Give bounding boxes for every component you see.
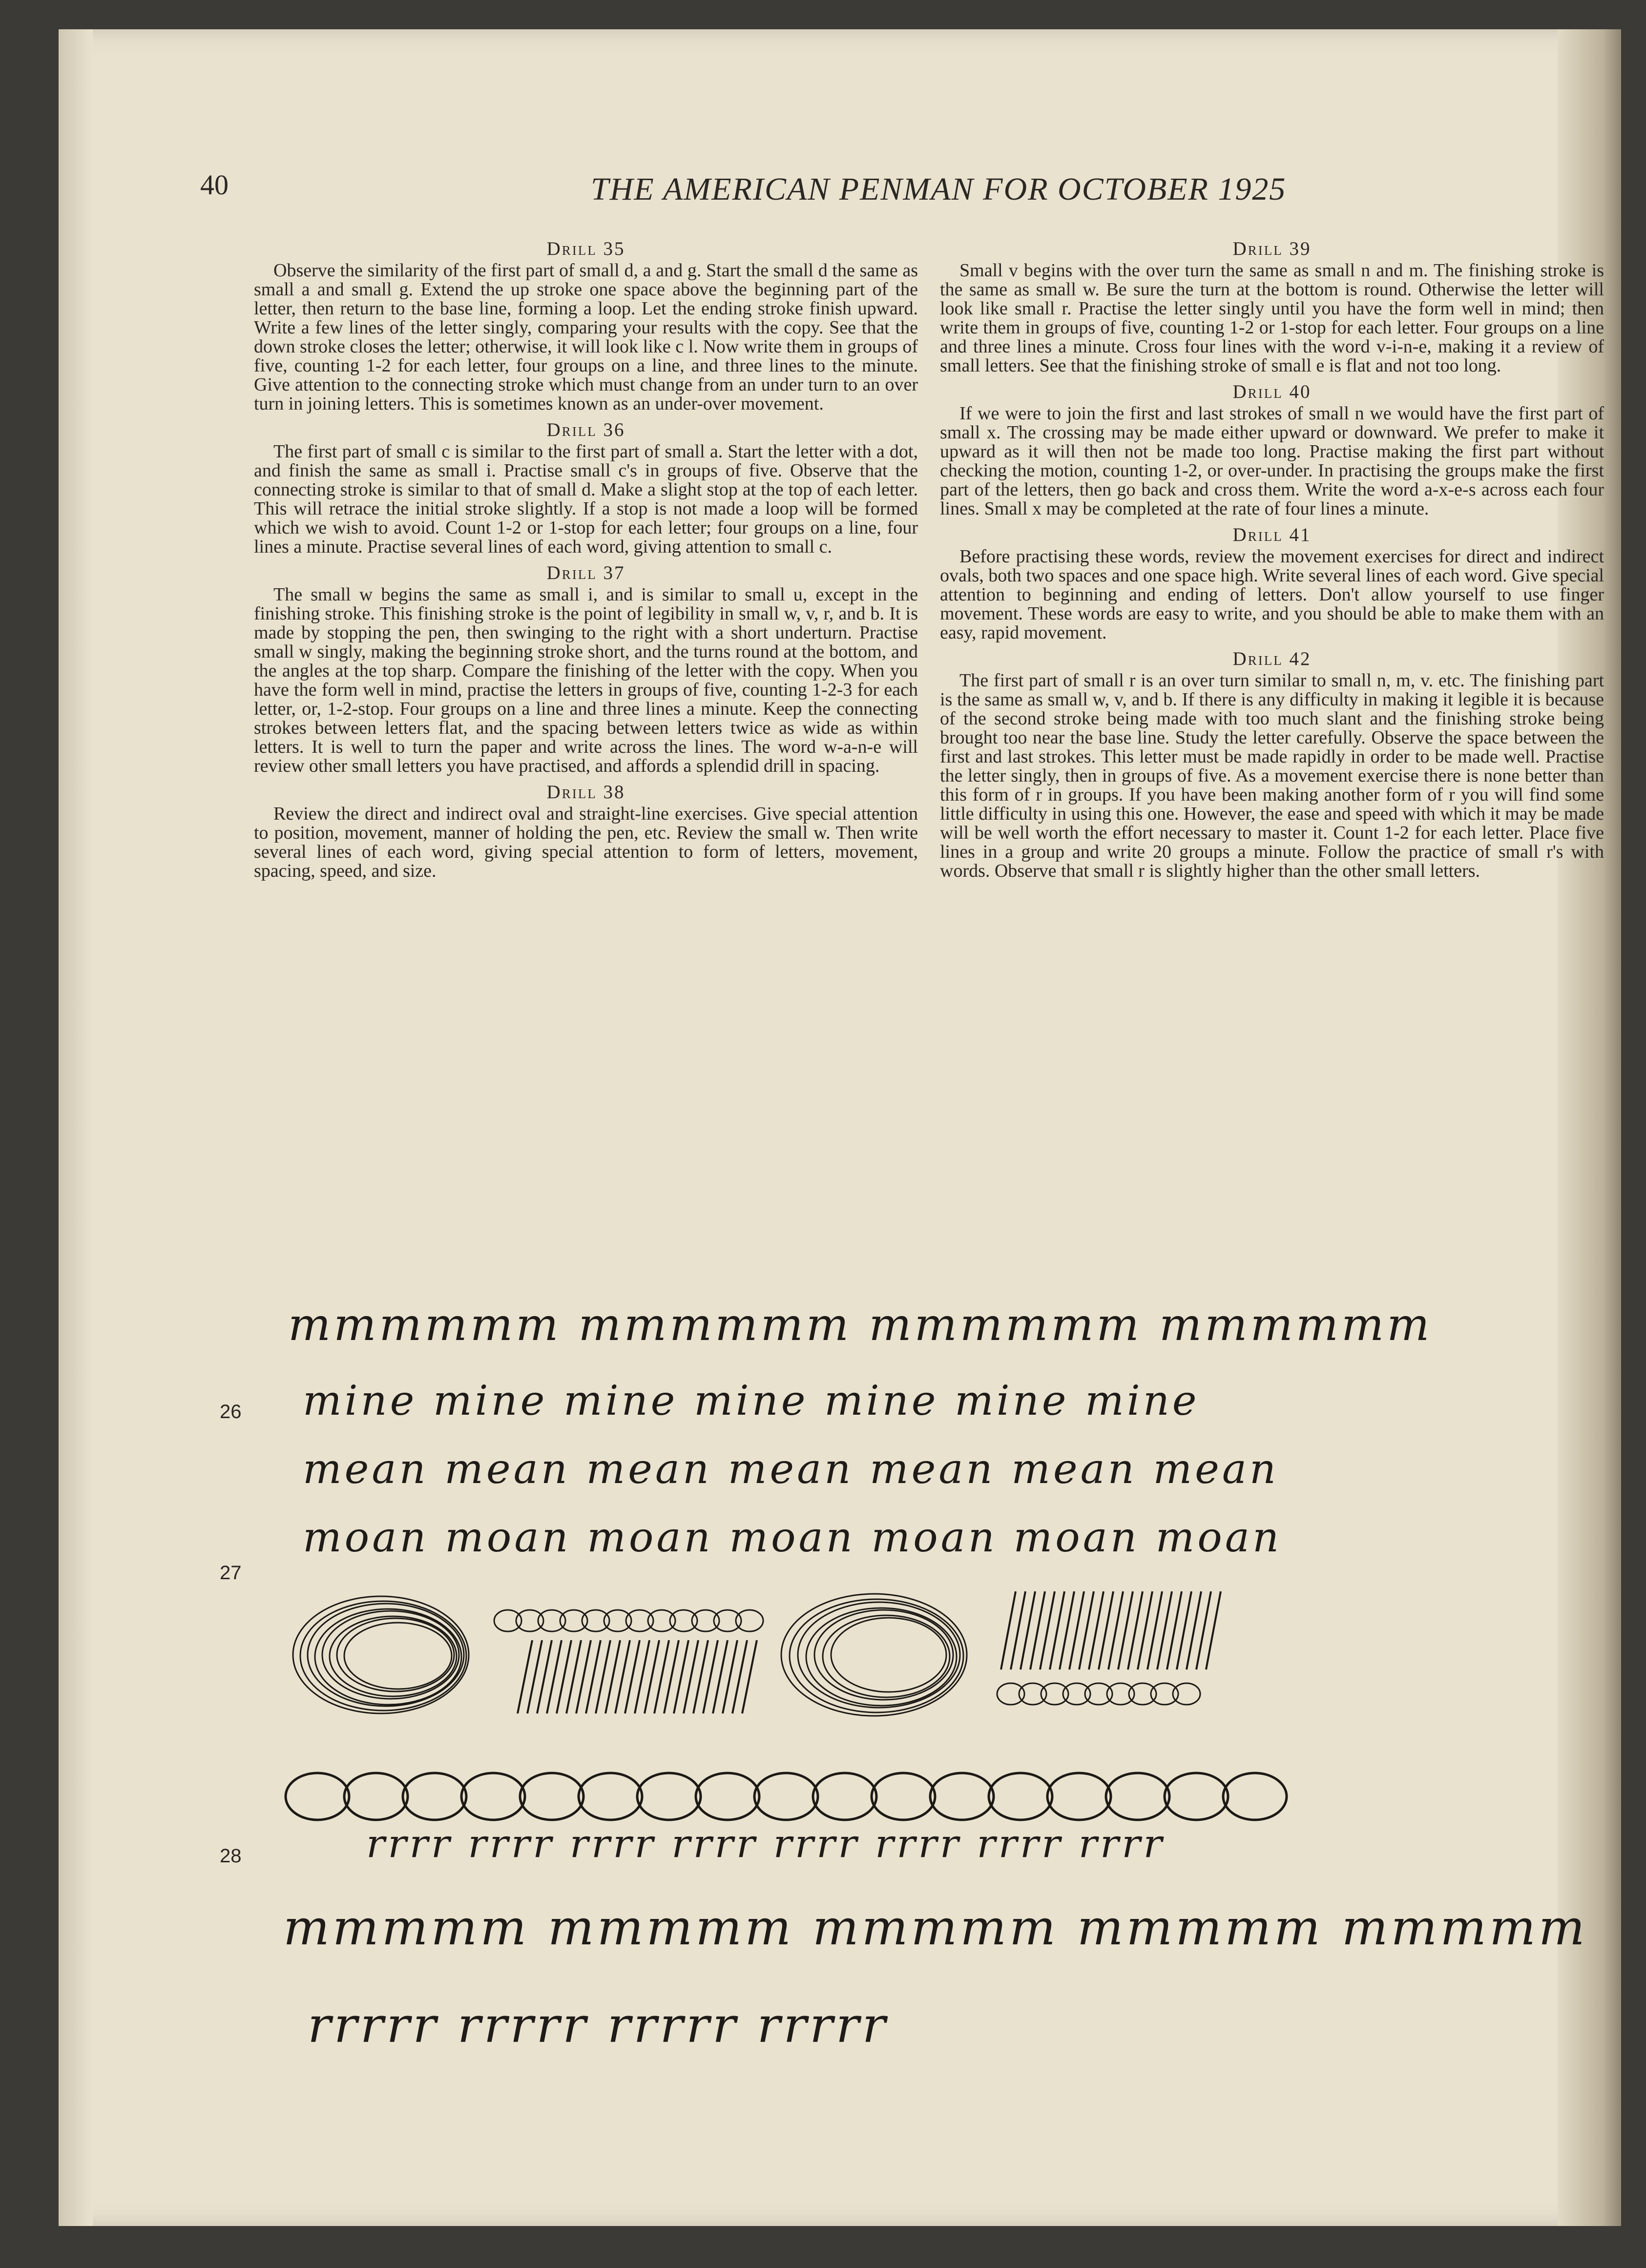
drill-text: If we were to join the first and last strokes of small n we would have the first part of small x. The crossing may be made either upward or downward. We prefer to make it upward as it will then not be made too long. Practise making the first part without checking the motion, counting 1-2, or over-under. In practising the groups make the first part of the letters, then go back and cross them. Write the word a-x-e-s across each four lines. Small x may be completed at the rate of four lines a minute. (940, 403, 1604, 519)
drill-text: The first part of small r is an over turn similar to small n, m, v. etc. The finishing part is the same as small w, v, and b. If there is any difficulty in making it legible it is because of the second stroke being made with too much slant and the finishing stroke being brought too near the base line. Study the letter carefully. Observe the space between the first and last strokes. This letter must be made rapidly in order to be made well. Practise the letter singly, then in groups of five. As a movement exercise there is none better than this form of r in groups. If you have been making another form of r you will find some little difficulty in using this one. However, the ease and speed with which it may be made will be well worth the effort necessary to master it. Count 1-2 for each letter. Place five lines in a group and write 20 groups a minute. Follow the practice of small r's with words. Observe that small r is slightly higher than the other small letters. (940, 670, 1604, 881)
drill-heading: Drill 41 (1232, 524, 1312, 545)
script-row-r-singles: rrrrr rrrrr rrrrr rrrrr (308, 1997, 889, 2054)
drill-section (940, 525, 1604, 642)
drill-section (254, 239, 918, 413)
oval-mass-left (293, 1596, 469, 1713)
oval-small-row (494, 1610, 763, 1631)
magazine-page (59, 29, 1621, 2226)
drill-section (254, 783, 918, 881)
drill-heading: Drill 40 (1232, 381, 1312, 402)
script-row-mean: mean mean mean mean mean mean mean (303, 1445, 1279, 1493)
drill-text: The first part of small c is similar to the first part of small a. Start the letter with a dot, and finish the same as small i. Practise small c's in groups of five. Observe that the connecting stroke is similar to that of small d. Make a slight stop at the top of each letter. This will retrace the initial stroke slightly. If a stop is not made a loop will be formed which we wish to avoid. Count 1-2 or 1-stop for each letter; four groups on a line, four lines a minute. Practise several lines of each word, giving attention to small c. (254, 441, 918, 557)
script-row-mine: mine mine mine mine mine mine mine (303, 1377, 1200, 1424)
script-row-m-long: mmmmm mmmmm mmmmm mmmmm mmmmm (283, 1899, 1588, 1956)
left-column (254, 234, 918, 887)
script-row-m: mmmmmm mmmmmm mmmmmm mmmmmm (288, 1299, 1433, 1351)
drill-section (940, 382, 1604, 518)
oval-chain (286, 1773, 1287, 1820)
drill-heading: Drill 35 (546, 238, 625, 259)
page-binding (59, 29, 93, 2226)
running-title: THE AMERICAN PENMAN FOR OCTOBER 1925 (591, 171, 1287, 207)
page-number: 40 (200, 169, 229, 201)
drill-section (254, 420, 918, 557)
push-pull-strokes-right (1001, 1591, 1221, 1670)
right-column (940, 234, 1604, 887)
drill-heading: Drill 36 (546, 419, 625, 440)
drill-heading: Drill 39 (1232, 238, 1312, 259)
drill-text: Observe the similarity of the first part of small d, a and g. Start the small d the same as small a and small g. Extend the up stroke one space above the beginning part of the letter, then return to the base line, forming a loop. Let the ending stroke finish upward. Write a few lines of the letter singly, comparing your results with the copy. See that the down stroke closes the letter; otherwise, it will look like c l. Now write them in groups of five, counting 1-2 for each letter, four groups on a line, and three lines to the minute. Give attention to the connecting stroke which must change from an under turn to an over turn in joining letters. This is sometimes known as an under-over movement. (254, 260, 918, 414)
script-row-moan: moan moan moan moan moan moan moan (303, 1513, 1282, 1561)
drill-text: Small v begins with the over turn the same as small n and m. The finishing stroke is the same as small w. Be sure the turn at the bottom is round. Otherwise the letter will look like small r. Practise the letter singly until you have the form well in mind; then write them in groups of five, counting 1-2 or 1-stop for each letter. Four groups on a line and three lines a minute. Cross four lines with the word v-i-n-e, making it a review of small letters. See that the finishing stroke of small e is flat and not too long. (940, 260, 1604, 376)
drill-heading: Drill 38 (546, 782, 625, 803)
drill-text: Before practising these words, review the movement exercises for direct and indirect ovals, both two spaces and one space high. Write several lines of each word. Give special attention to beginning and ending of letters. Don't allow yourself to use finger movement. These words are easy to write, and you should be able to make them with an easy, rapid movement. (940, 546, 1604, 643)
drill-text: Review the direct and indirect oval and straight-line exercises. Give special attention to position, movement, manner of holding the pen, etc. Review the small w. Then write several lines of each word, giving special attention to form of letters, movement, spacing, speed, and size. (254, 804, 918, 881)
copy-number-26: 26 (220, 1401, 242, 1423)
drill-section (940, 649, 1604, 881)
copy-number-27: 27 (220, 1562, 242, 1584)
drill-section (940, 239, 1604, 375)
penmanship-plate (220, 1289, 1587, 2167)
drill-section (254, 563, 918, 776)
script-row-r-groups: rrrr rrrr rrrr rrrr rrrr rrrr rrrr rrrr (366, 1821, 1165, 1866)
copy-number-28: 28 (220, 1845, 242, 1867)
oval-mass-center (781, 1594, 967, 1716)
drill-text: The small w begins the same as small i, and is similar to small u, except in the finishing stroke. This finishing stroke is the point of legibility in small w, v, r, and b. It is made by stopping the pen, then swinging to the right with a short underturn. Practise small w singly, making the beginning stroke short, and the turns round at the bottom, and the angles at the top sharp. Compare the finishing of the letter with the copy. When you have the form well in mind, practise the letters in groups of five, counting 1-2-3 for each letter, or, 1-2-stop. Four groups on a line and three lines a minute. Keep the connecting strokes between letters flat, and the spacing between letters twice as wide as within letters. It is well to turn the paper and write across the lines. The word w-a-n-e will review other small letters you have practised, and affords a splendid drill in spacing. (254, 584, 918, 776)
push-pull-strokes-left (518, 1640, 757, 1713)
drill-heading: Drill 42 (1232, 648, 1312, 669)
drill-heading: Drill 37 (546, 562, 625, 583)
oval-small-row-right (997, 1683, 1200, 1705)
